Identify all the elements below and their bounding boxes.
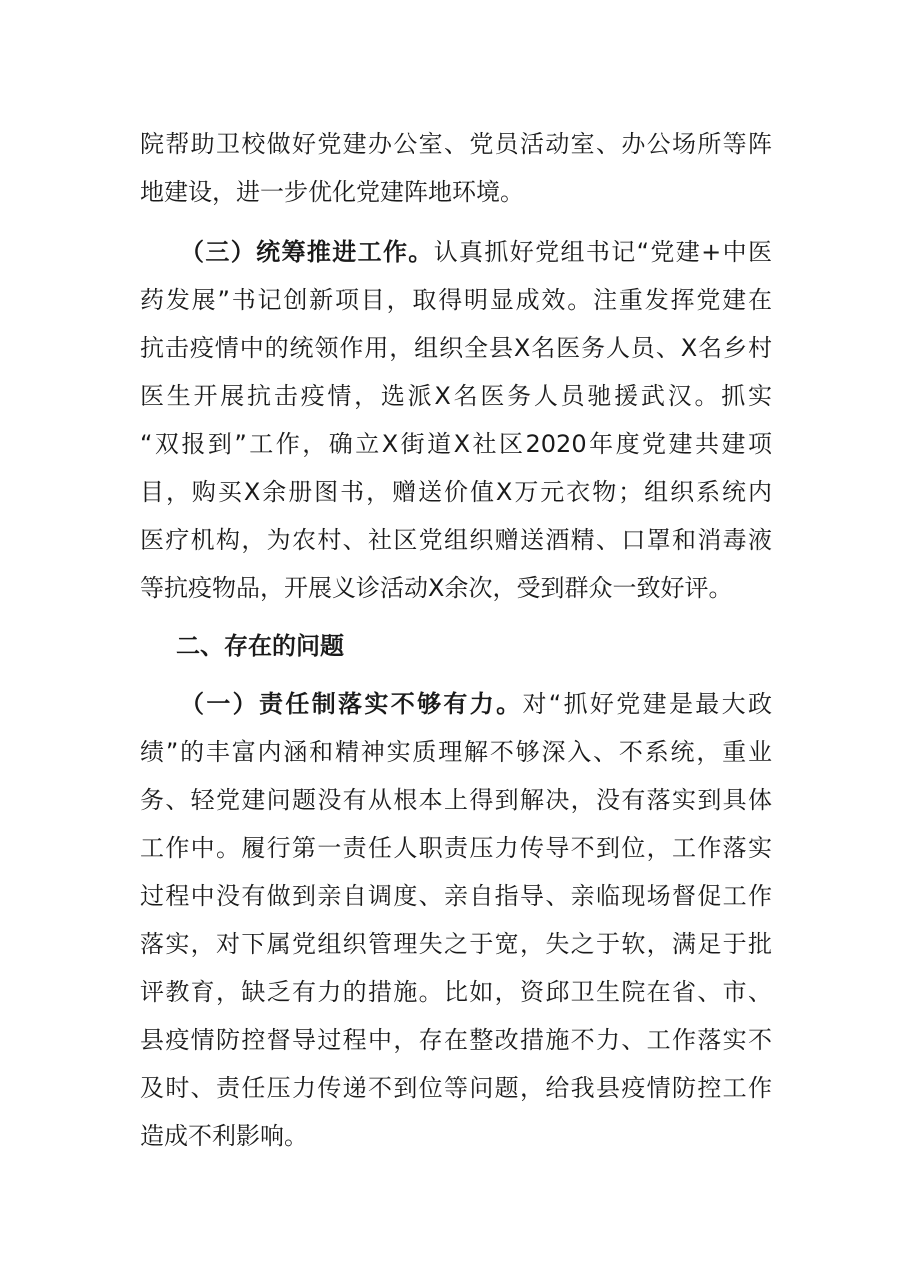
paragraph-line: 院帮助卫校做好党建办公室、党员活动室、办公场所等阵	[140, 130, 772, 158]
paragraph-line: 绩”的丰富内涵和精神实质理解不够深入、不系统，重业	[140, 738, 772, 766]
paragraph-text: 对“抓好党建是最大政	[522, 690, 772, 718]
paragraph-line: 工作中。履行第一责任人职责压力传导不到位，工作落实	[140, 834, 772, 862]
paragraph-line: 评教育，缺乏有力的措施。比如，资邱卫生院在省、市、	[140, 978, 772, 1006]
paragraph-line: 县疫情防控督导过程中，存在整改措施不力、工作落实不	[140, 1026, 772, 1054]
paragraph-line: 务、轻党建问题没有从根本上得到解决，没有落实到具体	[140, 786, 772, 814]
paragraph-line: 抗击疫情中的统领作用，组织全县X名医务人员、X名乡村	[140, 334, 772, 362]
paragraph-line: 医疗机构，为农村、社区党组织赠送酒精、口罩和消毒液	[140, 526, 772, 554]
paragraph-line: 造成不利影响。	[140, 1122, 308, 1150]
paragraph-first-line	[180, 682, 772, 726]
paragraph-line: 等抗疫物品，开展义诊活动X余次，受到群众一致好评。	[140, 574, 733, 602]
paragraph-line: 及时、责任压力传递不到位等问题，给我县疫情防控工作	[140, 1074, 772, 1102]
paragraph-line: 过程中没有做到亲自调度、亲自指导、亲临现场督促工作	[140, 882, 772, 910]
paragraph-title: （一）责任制落实不够有力。	[180, 690, 523, 718]
paragraph-line: “双报到”工作，确立X街道X社区2020年度党建共建项	[140, 430, 772, 458]
paragraph-title: （三）统筹推进工作。	[180, 238, 434, 266]
paragraph-line: 地建设，进一步优化党建阵地环境。	[140, 178, 524, 206]
paragraph-first-line	[180, 230, 772, 274]
paragraph-line: 落实，对下属党组织管理失之于宽，失之于软，满足于批	[140, 930, 772, 958]
paragraph-line: 目，购买X余册图书，赠送价值X万元衣物；组织系统内	[140, 478, 772, 506]
paragraph-line: 药发展”书记创新项目，取得明显成效。注重发挥党建在	[140, 286, 772, 314]
section-heading: 二、存在的问题	[176, 632, 344, 660]
paragraph-text: 认真抓好党组书记“党建+中医	[433, 238, 772, 266]
paragraph-line: 医生开展抗击疫情，选派X名医务人员驰援武汉。抓实	[140, 382, 772, 410]
